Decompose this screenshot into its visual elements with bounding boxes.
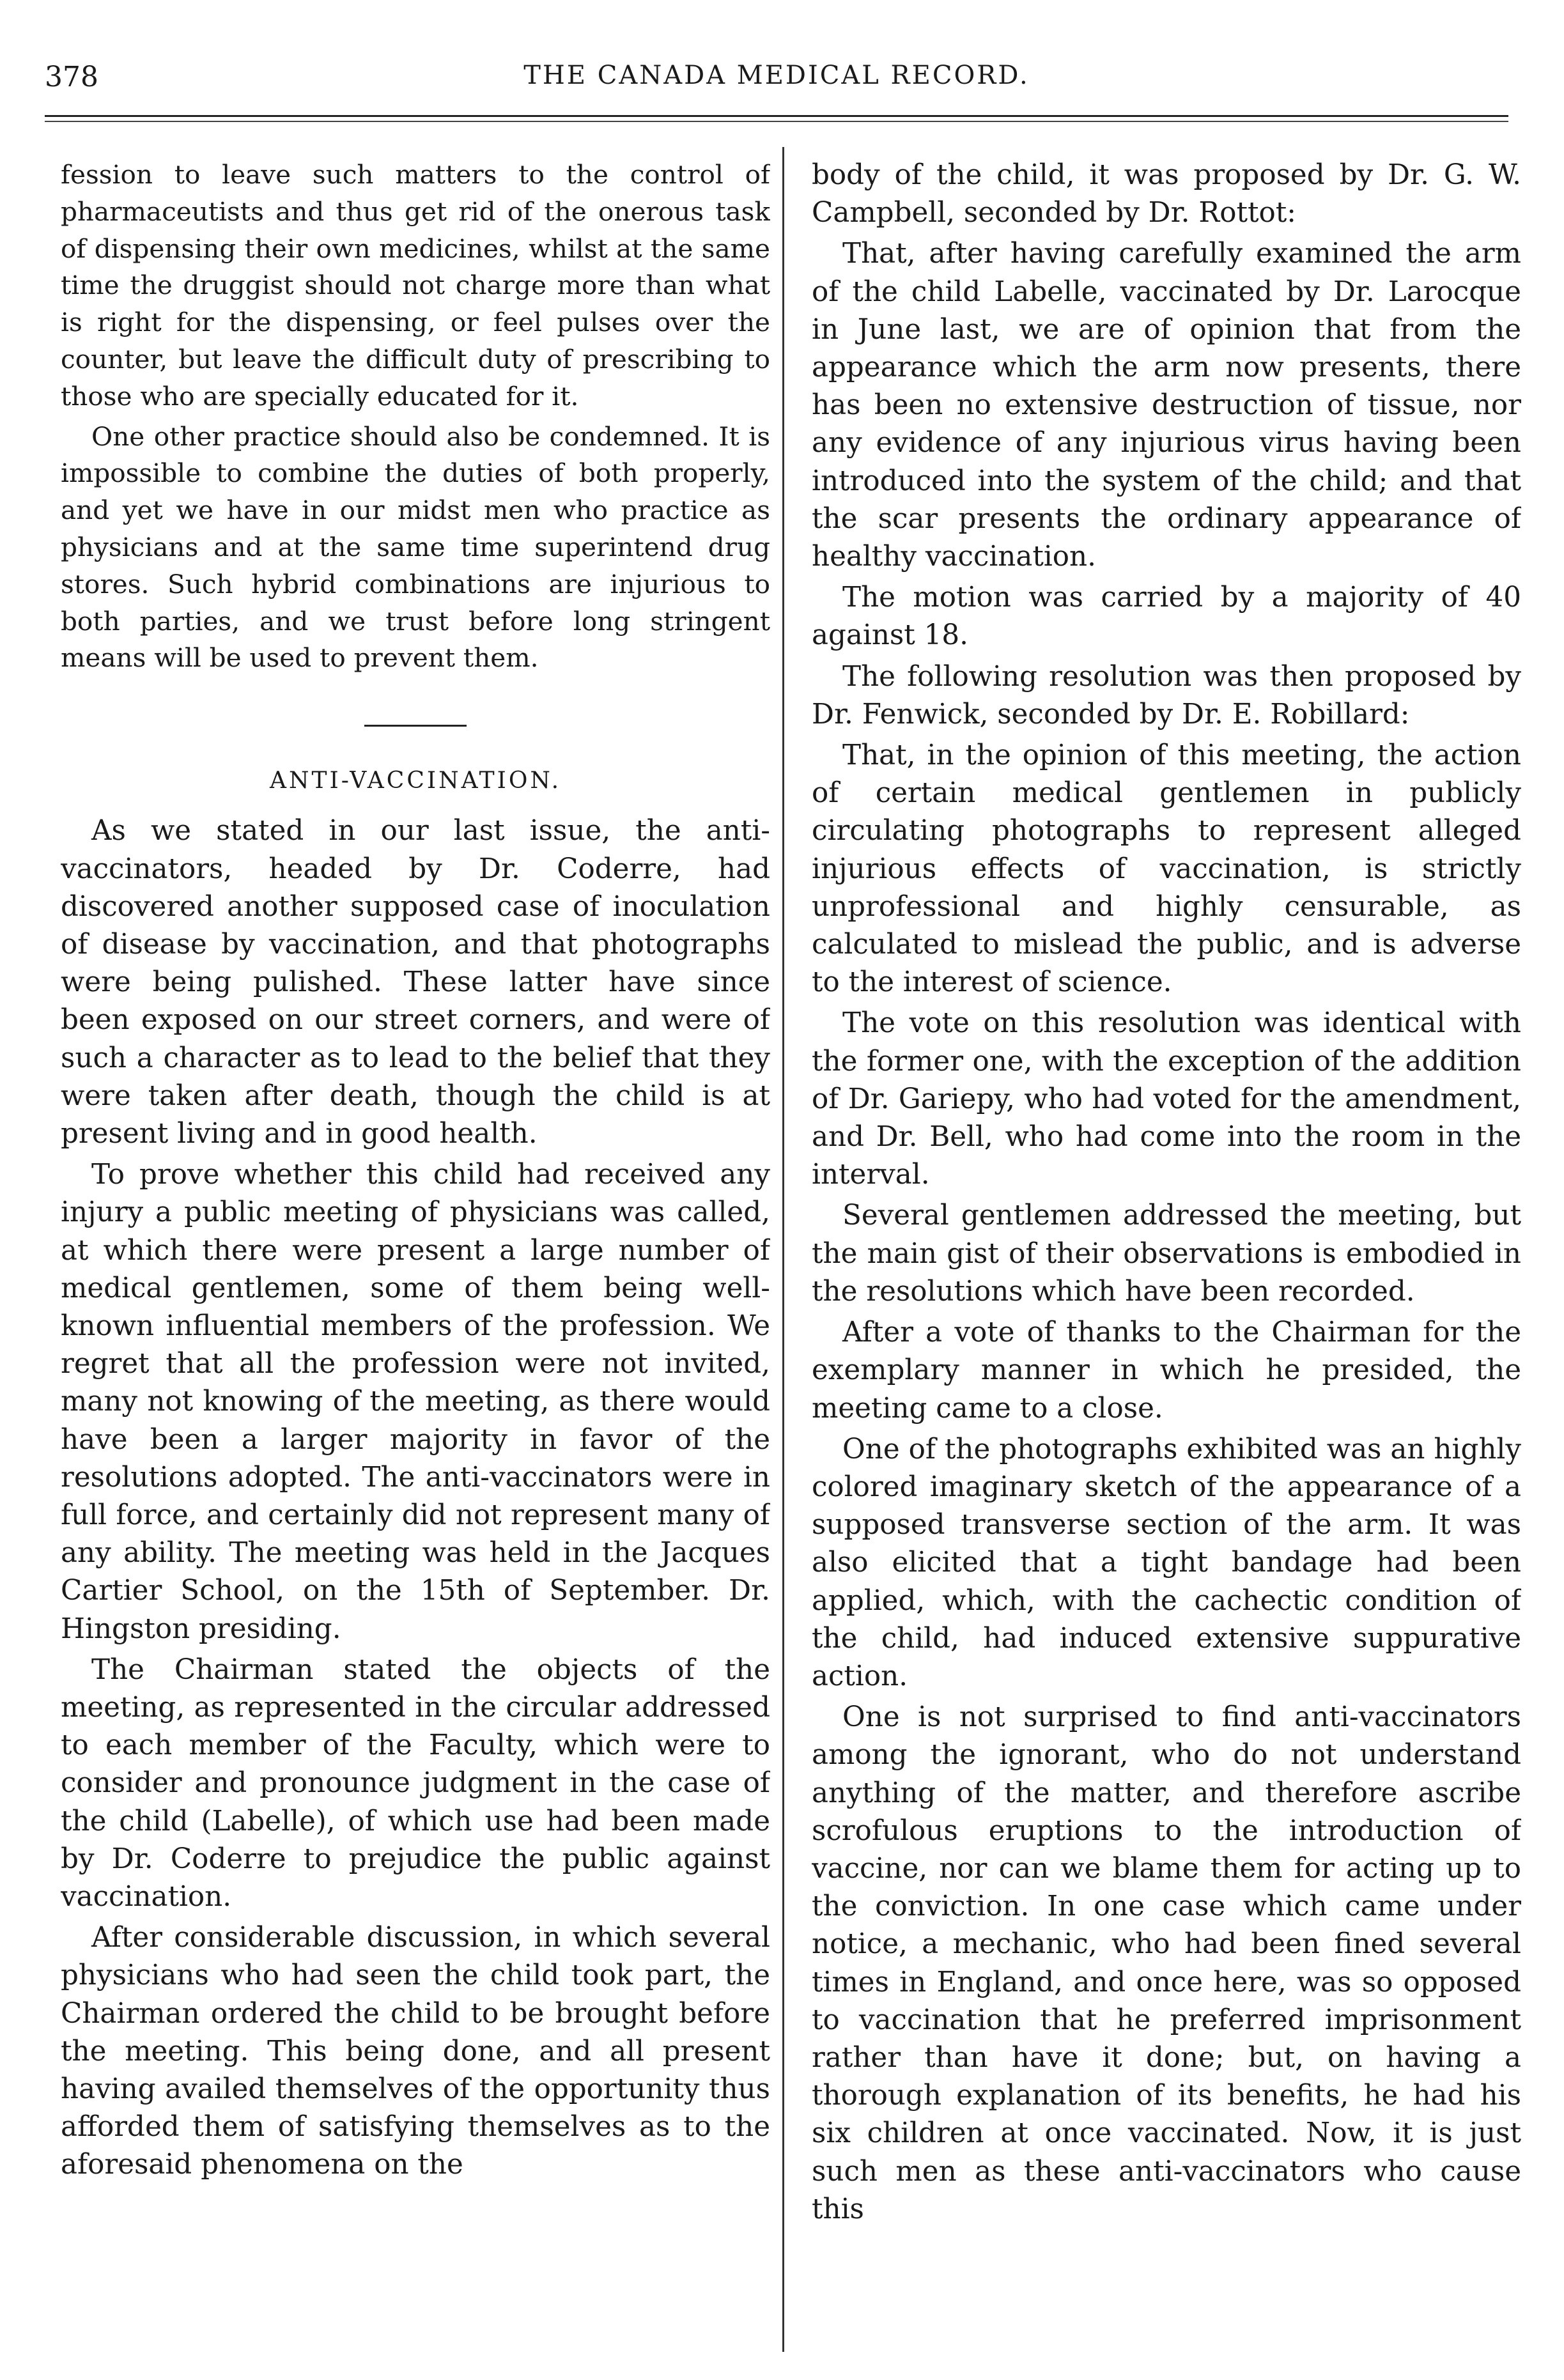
paragraph: The following resolution was then proposed by Dr. Fenwick, seconded by Dr. E. Robillard: bbox=[812, 660, 1521, 730]
running-title: THE CANADA MEDICAL RECORD. bbox=[523, 61, 1030, 90]
paragraph: One is not surprised to find anti-vaccinators among the ignorant, who do not understand anything of the matter, and therefore ascribe scrofulous eruptions to the introduction of vaccine, nor can we blame them for acting up to the conviction. In one case which came under notice, a mechanic, who had been fined several times in England, and once here, was so opposed to vaccination that he preferred imprisonment rather than have it done; but, on having a thorough explanation of its benefits, he had his six children at once vaccinated. Now, it is just such men as these anti-vaccinators who cause this bbox=[812, 1701, 1521, 2225]
paragraph: body of the child, it was proposed by Dr. G. W. Campbell, seconded by Dr. Rottot: bbox=[812, 159, 1521, 229]
paragraph: One of the photographs exhibited was an highly colored imaginary sketch of the appearance of a supposed transverse section of the arm. It was also elicited that a tight bandage had been applied, which, with the cachectic condition of the child, had induced extensive suppurative action. bbox=[812, 1433, 1521, 1692]
header-rule bbox=[45, 115, 1508, 117]
page-header bbox=[45, 61, 1508, 99]
paragraph: One other practice should also be condemned. It is impossible to combine the duties of both properly, and yet we have in our midst men who practice as physicians and at the same time superintend drug stores. Such hybrid combinations are injurious to both parties, and we trust before long stringent means will be used to prevent them. bbox=[61, 421, 770, 674]
paragraph: As we stated in our last issue, the anti-vaccinators, headed by Dr. Coderre, had discovered another supposed case of inoculation of disease by vaccination, and that photographs were being pulished. These latter have since been exposed on our street corners, and were of such a character as to lead to the belief that they were taken after death, though the child is at present living and in good health. bbox=[61, 815, 770, 1150]
section-title: ANTI-VACCINATION. bbox=[269, 768, 562, 794]
continued-article bbox=[61, 157, 770, 677]
paragraph: After a vote of thanks to the Chairman for the exemplary manner in which he presided, the meeting came to a close. bbox=[812, 1317, 1521, 1425]
paragraph: The Chairman stated the objects of the meeting, as represented in the circular addressed to each member of the Faculty, which were to consider and pronounce judgment in the case of the child (Labelle), of which use had been made by Dr. Coderre to prejudice the public against vaccination. bbox=[61, 1653, 770, 1913]
paragraph: fession to leave such matters to the control of pharmaceutists and thus get rid of the onerous task of dispensing their own medicines, whilst at the same time the druggist should not charge more than what is right for the dispensing, or feel pulses over the counter, but leave the difficult duty of prescribing to those who are specially educated for it. bbox=[61, 159, 770, 412]
page-number: 378 bbox=[45, 61, 98, 93]
left-column bbox=[61, 157, 770, 2355]
paragraph: After considerable discussion, in which several physicians who had seen the child took part, the Chairman ordered the child to be brought before the meeting. This being done, and all present having availed themselves of the opportunity thus afforded them of satisfying themselves as to the aforesaid phenomena on the bbox=[61, 1922, 770, 2181]
paragraph: The vote on this resolution was identical with the former one, with the exception of the addition of Dr. Gariepy, who had voted for the amendment, and Dr. Bell, who had come into the room in the interval. bbox=[812, 1007, 1521, 1191]
header-rule-secondary bbox=[45, 121, 1508, 122]
resolution-text: That, in the opinion of this meeting, the action of certain medical gentlemen in publicly circulating photographs to represent alleged injurious effects of vaccination, is strictly unprofessional and highly censurable, as calculated to mislead the public, and is adverse to the interest of science. bbox=[812, 739, 1521, 999]
column-divider bbox=[782, 147, 784, 2352]
right-column bbox=[812, 157, 1521, 2355]
paragraph: The motion was carried by a majority of 40 against 18. bbox=[812, 582, 1521, 652]
section-separator bbox=[364, 725, 467, 727]
resolution-text: That, after having carefully examined the arm of the child Labelle, vaccinated by Dr. Larocque in June last, we are of opinion that from the appearance which the arm now presents, there has been no extensive destruction of tissue, nor any evidence of any injurious virus having been introduced into the system of the child; and that the scar presents the ordinary appearance of healthy vaccination. bbox=[812, 238, 1521, 573]
paragraph: Several gentlemen addressed the meeting, but the main gist of their observations is embodied in the resolutions which have been recorded. bbox=[812, 1200, 1521, 1308]
paragraph: To prove whether this child had received any injury a public meeting of physicians was called, at which there were present a large number of medical gentlemen, some of them being well-known influential members of the profession. We regret that all the profession were not invited, many not knowing of the meeting, as there would have been a larger majority in favor of the resolutions adopted. The anti-vaccinators were in full force, and certainly did not represent many of any ability. The meeting was held in the Jacques Cartier School, on the 15th of September. Dr. Hingston presiding. bbox=[61, 1159, 770, 1645]
